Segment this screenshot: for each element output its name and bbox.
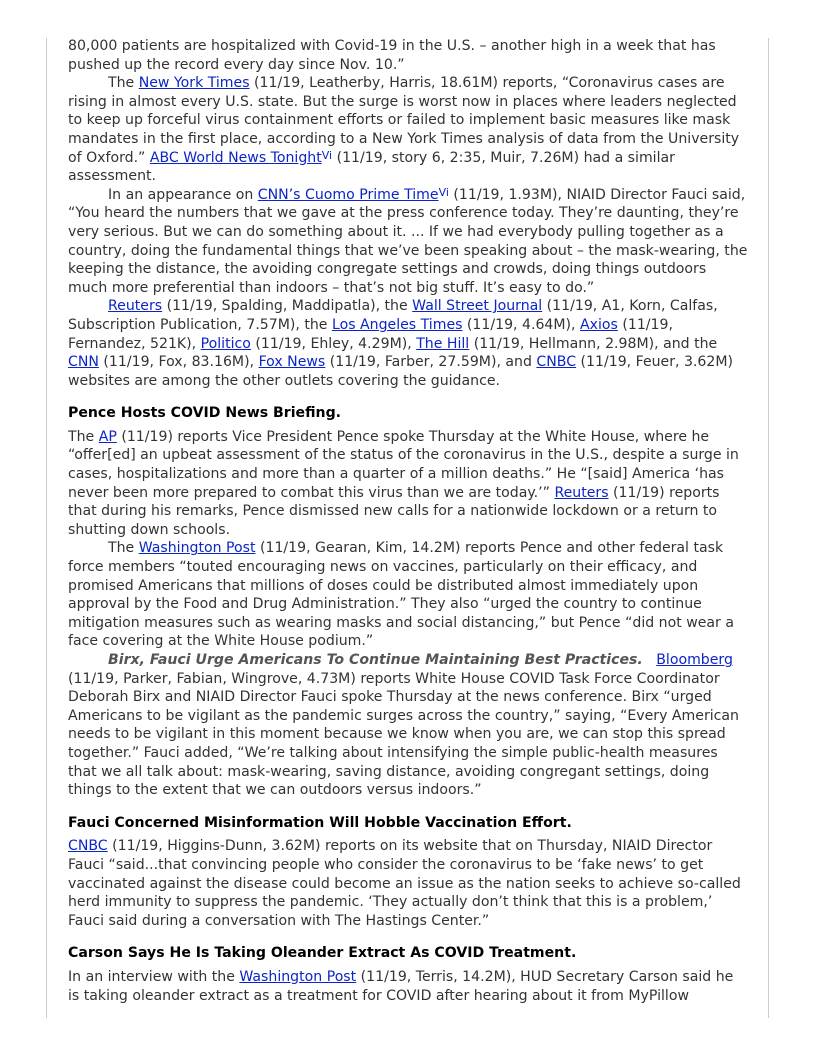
link-washington-post[interactable]: Washington Post [138,540,256,557]
link-axios[interactable]: Axios [580,316,618,333]
left-margin-rule [46,38,47,1018]
link-los-angeles-times[interactable]: Los Angeles Times [331,316,463,333]
link-new-york-times[interactable]: New York Times [138,75,250,92]
paragraph-cnn-cuomo: In an appearance on CNN’s Cuomo Prime Time$^{Vi}$ (11/19, 1.93M), NIAID Director Fauci said, “You heard the numbers that we gave at the press conference today. They’re daunting, they’re very serious. But we can do something about it. ... If we had everybody pulling together as a country, doing the fundamental things that we’ve been speaking about – the mask-wearing, the keeping the distance, the avoiding congregate settings and crowds, doing things outdoors much more preferential than indoors – that’s not big stuff. It’s easy to do.” [68,185,748,296]
headline-fauci-misinformation: Fauci Concerned Misinformation Will Hobble Vaccination Effort. [68,814,572,831]
video-icon[interactable]: Vi [438,185,449,199]
link-cnbc[interactable]: CNBC [68,838,108,855]
subheadline-birx-fauci: Birx, Fauci Urge Americans To Continue Maintaining Best Practices. [108,652,643,668]
link-cnn[interactable]: CNN [68,354,99,371]
link-abc-world-news-tonight[interactable]: ABC World News Tonight [149,149,322,166]
link-politico[interactable]: Politico [200,335,251,352]
paragraph-ap: The AP (11/19) reports Vice President Pence spoke Thursday at the White House, where he “offer[ed] an upbeat assessment of the status of the coronavirus in the U.S., despite a surge in cases, hospitalizations and more than a quarter of a million deaths.” He “[said] America ‘has never been more prepared to combat this virus than we are today.’” Reuters (11/19) reports that during his remarks, Pence dismissed new calls for a nationwide lockdown or a return to shutting down schools. [68,428,739,538]
right-margin-rule [768,38,769,1018]
link-fox-news[interactable]: Fox News [258,354,326,371]
link-ap[interactable]: AP [98,428,117,445]
paragraph-birx-fauci: Birx, Fauci Urge Americans To Continue Maintaining Best Practices. Bloomberg (11/19, Parker, Fabian, Wingrove, 4.73M) reports White House COVID Task Force Coordinator Deborah Birx and NIAID Director Fauci spoke Thursday at the news conference. Birx “urged Americans to be vigilant as the pandemic surges across the country,” saying, “Every American needs to be vigilant in this moment because we know when you are, we can stop this spread together.” Fauci added, “We’re talking about intensifying the simple public-health measures that we all talk about: mask-wearing, saving distance, avoiding congregant settings, doing things to the extent that we can outdoors versus indoors.” [68,652,739,799]
link-reuters[interactable]: Reuters [108,298,163,315]
link-wall-street-journal[interactable]: Wall Street Journal [412,298,543,315]
video-icon[interactable]: Vi [321,148,333,162]
paragraph-other-outlets: Reuters (11/19, Spalding, Maddipatla), the Wall Street Journal (11/19, A1, Korn, Calfas, Subscription Publication, 7.57M), the Los Angeles Times (11/19, 4.64M), Axios (11/19, Fernandez, 521K), Politico (11/19, Ehley, 4.29M), The Hill (11/19, Hellmann, 2.98M), and the CNN (11/19, Fox, 83.16M), Fox News (11/19, Farber, 27.59M), and CNBC (11/19, Feuer, 3.62M) websites are among the other outlets covering the guidance. [68,298,734,389]
link-bloomberg[interactable]: Bloomberg [656,652,733,668]
headline-pence-briefing: Pence Hosts COVID News Briefing. [68,405,342,422]
paragraph-continued: 80,000 patients are hospitalized with Covid-19 in the U.S. – another high in a week that has pushed up the record every day since Nov. 10.” [68,38,716,73]
paragraph-nyt: The New York Times (11/19, Leatherby, Harris, 18.61M) reports, “Coronavirus cases are rising in almost every U.S. state. But the surge is worst now in places where leaders neglected to keep up forceful virus containment efforts or failed to implement basic measures like mask mandates in the first place, according to a New York Times analysis of data from the University of Oxford.” ABC World News Tonight$^{Vi}$ (11/19, story 6, 2:35, Muir, 7.26M) had a similar assessment. [68,75,740,185]
link-cnbc[interactable]: CNBC [536,354,577,371]
link-the-hill[interactable]: The Hill [416,335,470,352]
link-cnn-cuomo-prime-time[interactable]: CNN’s Cuomo Prime Time [257,186,439,203]
paragraph-cnbc: CNBC (11/19, Higgins-Dunn, 3.62M) reports on its website that on Thursday, NIAID Director Fauci “said...that convincing people who consider the coronavirus to be ‘fake news’ to get vaccinated against the disease could become an issue as the nation seeks to achieve so-called herd immunity to suppress the pandemic. ‘They actually don’t think that this is a problem,’ Fauci said during a conversation with The Hastings Center.” [68,838,741,929]
link-reuters[interactable]: Reuters [554,484,609,501]
link-washington-post[interactable]: Washington Post [239,968,357,985]
article-body [68,37,749,1005]
paragraph-carson: In an interview with the Washington Post (11/19, Terris, 14.2M), HUD Secretary Carson said he is taking oleander extract as a treatment for COVID after hearing about it from MyPillow [68,968,734,1004]
paragraph-washington-post: The Washington Post (11/19, Gearan, Kim, 14.2M) reports Pence and other federal task force members “touted encouraging news on vaccines, particularly on their efficacy, and promised Americans that millions of doses could be distributed almost immediately upon approval by the Food and Drug Administration.” They also “urged the country to continue mitigation measures such as wearing masks and social distancing,” but Pence “did not wear a face covering at the White House podium.” [68,540,734,650]
headline-carson-oleander: Carson Says He Is Taking Oleander Extract As COVID Treatment. [68,945,577,962]
